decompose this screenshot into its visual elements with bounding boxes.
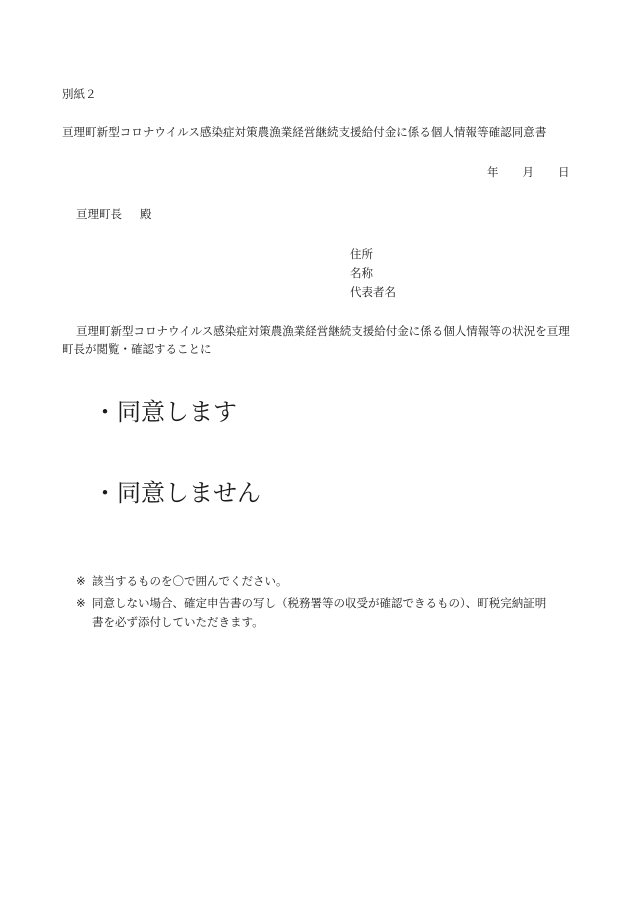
sender-address-label: 住所 — [350, 247, 373, 261]
appendix-label: 別紙２ — [62, 87, 97, 101]
note-mark: ※ — [76, 596, 86, 610]
option-disagree[interactable]: ・同意しません — [93, 479, 261, 507]
date-line — [487, 164, 570, 180]
sender-fields — [350, 245, 396, 302]
note-circle-instruction — [76, 572, 576, 591]
date-month-label: 月 — [522, 165, 534, 179]
date-day-label: 日 — [558, 165, 570, 179]
sender-representative-label: 代表者名 — [350, 285, 396, 299]
note-mark: ※ — [76, 574, 86, 588]
note-attachment-requirement — [76, 594, 576, 632]
consent-body-text: 亘理町新型コロナウイルス感染症対策農漁業経営継続支援給付金に係る個人情報等の状況を亘理町長が閲覧・確認することに — [62, 324, 570, 356]
note2-text-line2: 書を必ず添付していただきます。 — [92, 615, 264, 629]
date-year-label: 年 — [487, 165, 499, 179]
addressee-honorific: 殿 — [140, 207, 152, 221]
addressee — [76, 206, 152, 222]
sender-name-label: 名称 — [350, 266, 373, 280]
addressee-name: 亘理町長 — [76, 207, 122, 221]
document-title: 亘理町新型コロナウイルス感染症対策農漁業経営継続支援給付金に係る個人情報等確認同意書 — [62, 125, 547, 139]
option-agree[interactable]: ・同意します — [93, 398, 237, 426]
note2-text-line1: 同意しない場合、確定申告書の写し（税務署等の収受が確認できるもの）、町税完納証明 — [92, 596, 547, 610]
note1-text: 該当するものを〇で囲んでください。 — [92, 574, 288, 588]
